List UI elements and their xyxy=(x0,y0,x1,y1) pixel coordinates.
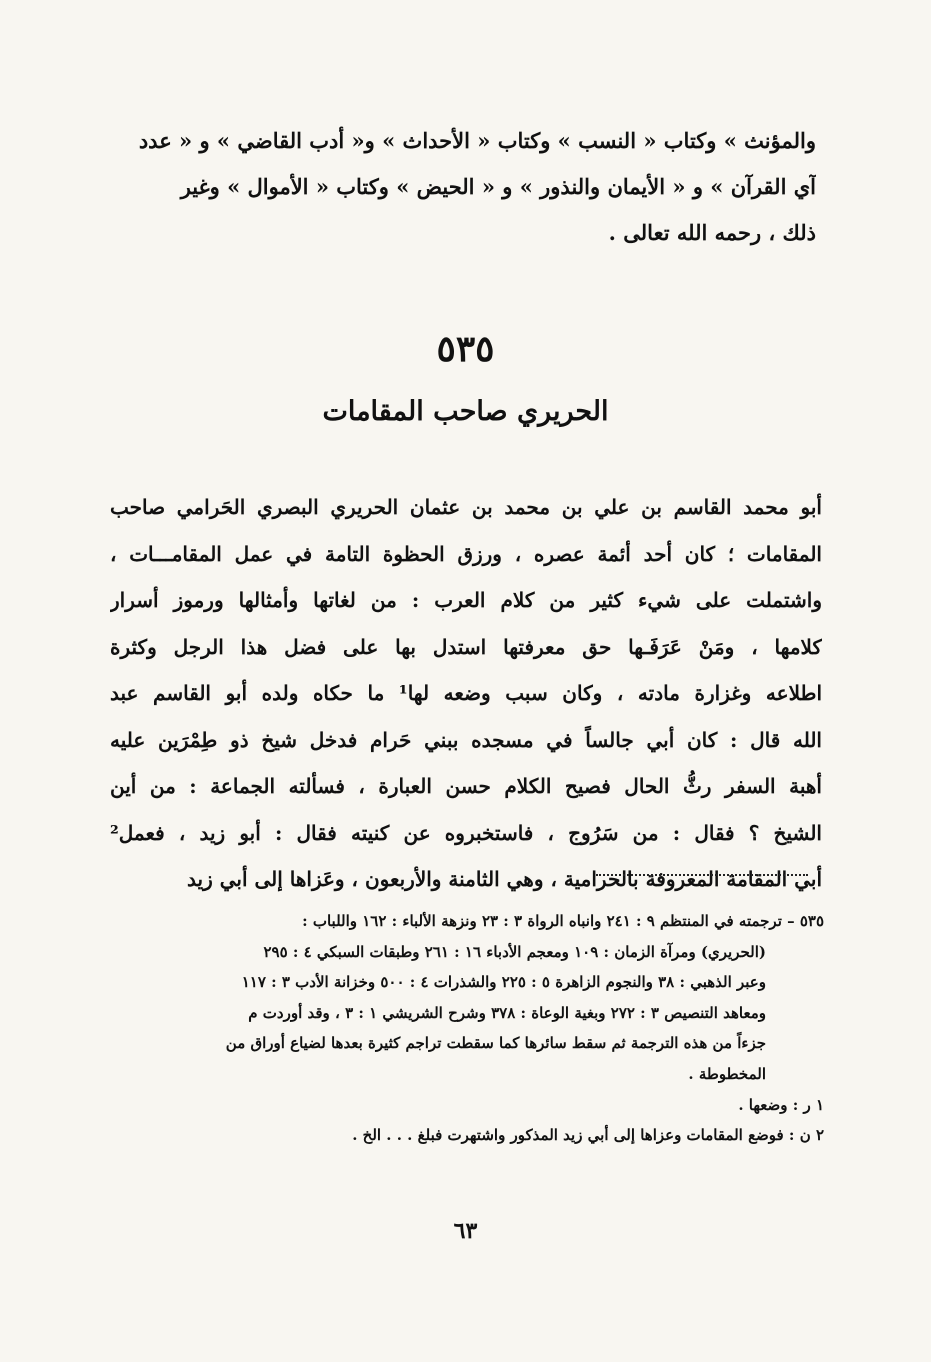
footnote-line: (الحريري) ومرآة الزمان : ١٠٩ ومعجم الأدباء ١٦ : ٢٦١ وطبقات السبكي ٤ : ٢٩٥ xyxy=(263,942,766,961)
text-line: أبي المقامة المعروفة بالحرامية ، وهي الثامنة والأربعون ، وعَزاها إلى أبي زيد xyxy=(187,867,822,891)
text-line: اطلاعه وغزارة مادته ، وكان سبب وضعه لها¹ ما حكاه ولده أبو القاسم عبد xyxy=(110,681,822,705)
page-number: ٦٣ xyxy=(453,1218,478,1244)
text-line: آي القرآن » و « الأيمان والنذور » و « الحيض » وكتاب « الأموال » وغير xyxy=(180,174,816,199)
footnote-line: المخطوطة . xyxy=(688,1064,766,1083)
footnote-line: وعبر الذهبي : ٣٨ والنجوم الزاهرة ٥ : ٢٢٥ والشذرات ٤ : ٥٠٠ وخزانة الأدب ٣ : ١١٧ xyxy=(241,973,766,992)
footnote-2: ٢ ن : فوضع المقامات وعزاها إلى أبي زيد المذكور واشتهرت فبلغ . . . الخ . xyxy=(352,1126,824,1145)
text-line: الله قال : كان أبي جالساً في مسجده ببني حَرام فدخل شيخ ذو طِمْرَين عليه xyxy=(110,727,822,752)
footnote-line: ومعاهد التنصيص ٣ : ٢٧٢ وبغية الوعاة : ٣٧٨ وشرح الشريشي ١ : ٣ ، وقد أوردت م xyxy=(248,1003,766,1022)
footnote-line: ٥٣٥ – ترجمته في المنتظم ٩ : ٢٤١ وانباه الرواة ٣ : ٢٣ ونزهة الألباء : ١٦٢ واللباب : xyxy=(302,912,824,930)
previous-entry-text xyxy=(116,118,816,256)
text-line: ذلك ، رحمه الله تعالى . xyxy=(608,220,816,245)
entry-number: ٥٣٥ xyxy=(436,328,495,370)
footnote-1: ١ ر : وضعها . xyxy=(738,1095,824,1114)
footnote-line: جزءاً من هذه الترجمة ثم سقط سائرها كما سقطت تراجم كثيرة بعدها لضياع أوراق من xyxy=(225,1034,766,1053)
text-line: الشيخ ؟ فقال : من سَرُوج ، فاستخبروه عن كنيته فقال : أبو زيد ، فعمل² xyxy=(110,820,822,845)
text-line: أهبة السفر رثُّ الحال فصيح الكلام حسن العبارة ، فسألته الجماعة : من أين xyxy=(110,774,822,798)
entry-title: الحريري صاحب المقامات xyxy=(322,396,609,427)
text-line: كلامها ، ومَنْ عَرَفَـها حق معرفتها استدل بها على فضل هذا الرجل وكثرة xyxy=(110,634,822,659)
text-line: والمؤنث » وكتاب « النسب » وكتاب « الأحداث » و« أدب القاضي » و « عدد xyxy=(138,128,816,153)
text-line: أبو محمد القاسم بن علي بن محمد بن عثمان الحريري البصري الحَرامي صاحب xyxy=(110,495,822,519)
entry-body xyxy=(110,484,822,903)
footnote-separator xyxy=(596,874,808,876)
footnotes xyxy=(110,906,824,1151)
text-line: واشتملت على شيء كثير من كلام العرب : من لغاتها وأمثالها ورموز أسرار xyxy=(110,588,822,612)
text-line: المقامات ؛ كان أحد أئمة عصره ، ورزق الحظوة التامة في عمل المقامـــات ، xyxy=(110,541,822,566)
